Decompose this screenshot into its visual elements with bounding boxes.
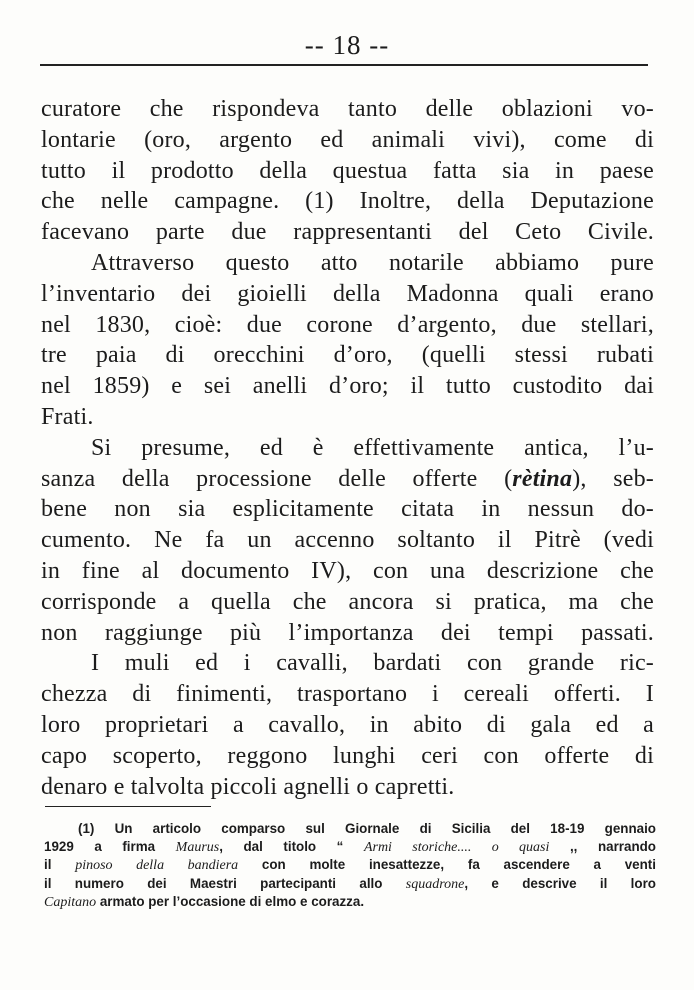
text-line: lontarie (oro, argento ed animali vivi), come di [41, 126, 654, 153]
text-line-with-italic [41, 464, 654, 495]
paragraph-start-line: Si presume, ed è effettivamente antica, l’u- [91, 434, 654, 461]
text-line: bene non sia esplicitamente citata in nessun do- [41, 496, 654, 523]
text-line: capo scoperto, reggono lunghi ceri con offerte di [41, 742, 654, 769]
text-line: corrisponde a quella che ancora si pratica, ma che [41, 588, 654, 615]
footnote-italic: Armi storiche.... o quasi [363, 840, 550, 856]
footnote-italic: pinoso della bandiera [75, 858, 239, 874]
footnote-line [44, 893, 656, 911]
text-line: cumento. Ne fa un accenno soltanto il Pitrè (vedi [41, 527, 654, 554]
text-line: nel 1859) e sei anelli d’oro; il tutto custodito dai [41, 373, 654, 400]
footnote-italic: squadrone [405, 876, 465, 892]
text-line: facevano parte due rappresentanti del Ceto Civile. [41, 219, 654, 246]
text-line: che nelle campagne. (1) Inoltre, della Deputazione [41, 188, 654, 215]
footnote-segment: , e descrive il loro [464, 875, 656, 891]
footnote-rule [45, 806, 211, 807]
footnote-segment: ,, narrando [549, 839, 656, 855]
footnote-line [44, 875, 656, 893]
paragraph-start-line: I muli ed i cavalli, bardati con grande ric- [91, 650, 654, 677]
footnote-segment: , dal titolo “ [219, 839, 364, 855]
italic-term: rètina [512, 465, 573, 492]
text-line: in fine al documento IV), con una descrizione che [41, 557, 654, 584]
footnote-segment: il [44, 857, 76, 873]
paragraph-start-line: Attraverso questo atto notarile abbiamo pure [91, 249, 654, 276]
text-line: tre paia di orecchini d’oro, (quelli stessi rubati [41, 342, 654, 369]
text-segment: ), seb- [572, 465, 654, 492]
text-line: tutto il prodotto della questua fatta sia in paese [41, 157, 654, 184]
footnote-line [44, 856, 656, 874]
text-line: non raggiunge più l’importanza dei tempi passati. [41, 619, 654, 646]
text-line: nel 1830, cioè: due corone d’argento, due stellari, [41, 311, 654, 338]
text-segment: sanza della processione delle offerte ( [41, 465, 513, 492]
footnote [44, 820, 656, 911]
page-number: -- 18 -- [304, 30, 390, 60]
body-text [41, 94, 654, 802]
footnote-italic: Maurus [175, 840, 220, 856]
footnote-segment: con molte inesattezze, fa ascendere a venti [238, 857, 656, 873]
footnote-segment: 1929 a firma [44, 839, 176, 855]
text-line: denaro e talvolta piccoli agnelli o capretti. [41, 773, 455, 800]
text-line: loro proprietari a cavallo, in abito di gala ed a [41, 711, 654, 738]
footnote-italic: Capitano [44, 894, 97, 910]
text-line: l’inventario dei gioielli della Madonna quali erano [41, 280, 654, 307]
text-line: curatore che rispondeva tanto delle oblazioni vo- [41, 96, 654, 122]
footnote-segment: armato per l’occasione di elmo e corazza. [96, 893, 365, 909]
text-line: chezza di finimenti, trasportano i cereali offerti. I [41, 681, 654, 708]
footnote-line [44, 838, 656, 856]
footnote-segment: il numero dei Maestri partecipanti allo [44, 875, 406, 891]
footnote-line: (1) Un articolo comparso sul Giornale di Sicilia del 18-19 gennaio [78, 821, 656, 836]
text-line: Frati. [41, 403, 94, 430]
header-rule [40, 64, 648, 66]
